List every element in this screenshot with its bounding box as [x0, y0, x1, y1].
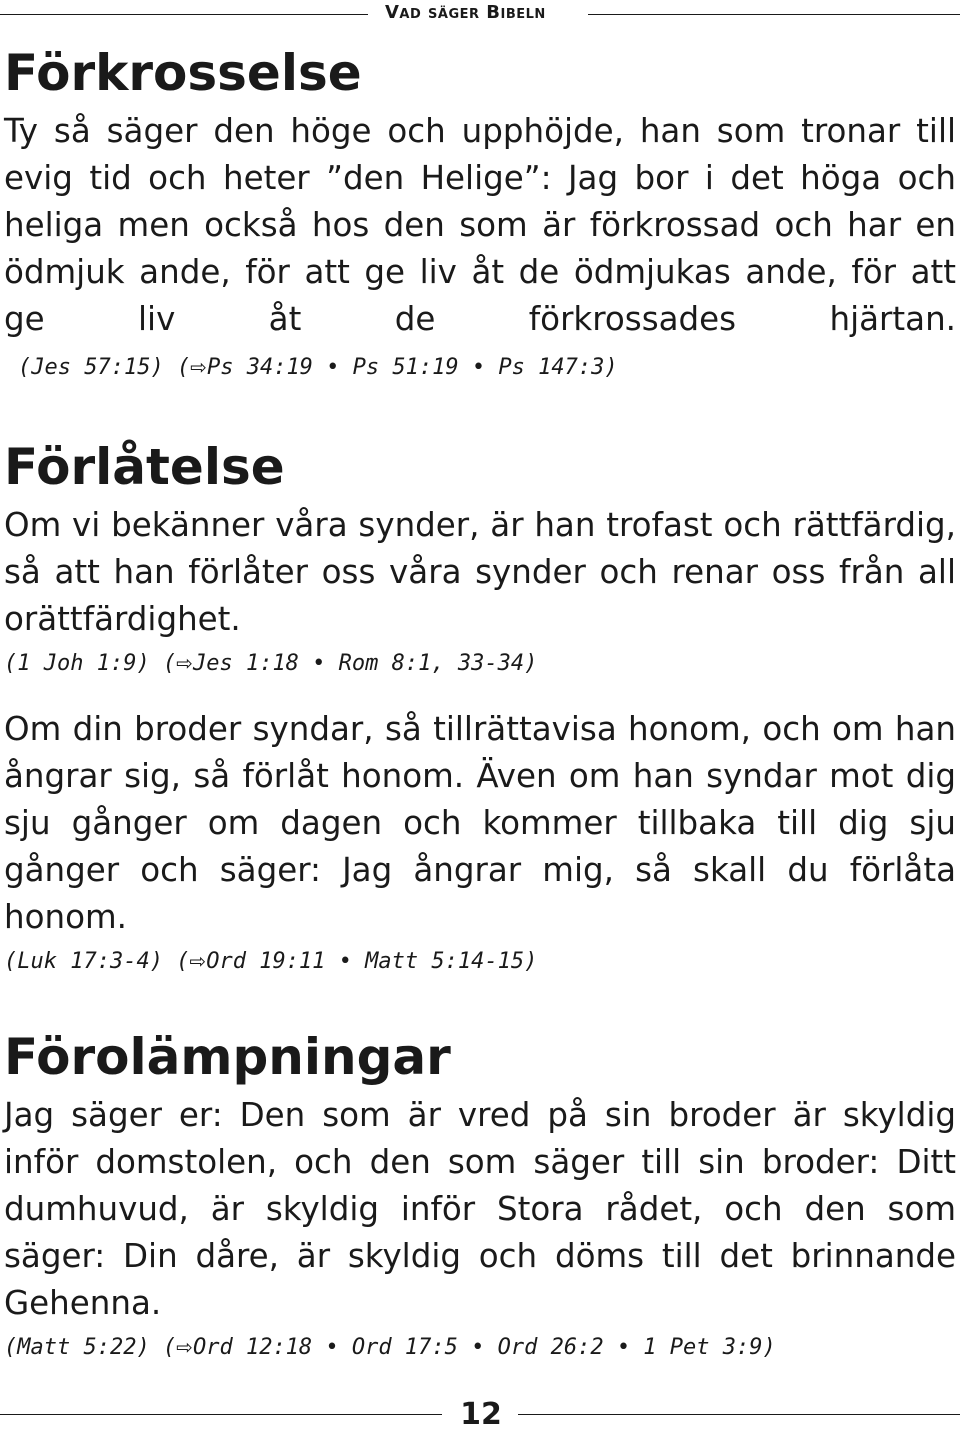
- arrow-right-outline-icon: ⇨: [190, 355, 207, 379]
- footer-rule-right: [518, 1414, 960, 1415]
- arrow-right-outline-icon: ⇨: [189, 949, 207, 973]
- verse-text: Om vi bekänner våra synder, är han trofast och rättfärdig, så att han förlåter oss våra synder och renar oss från all orättfärdighet.: [4, 506, 956, 638]
- reference-main: (Jes 57:15): [18, 355, 164, 380]
- reference-see-also: Ord 12:18 • Ord 17:5 • Ord 26:2 • 1 Pet 3:9): [192, 1335, 776, 1360]
- reference-see-also: Ps 34:19 • Ps 51:19 • Ps 147:3): [206, 355, 618, 380]
- arrow-right-outline-icon: ⇨: [176, 651, 193, 675]
- verse-reference: (1 Joh 1:9) (⇨Jes 1:18 • Rom 8:1, 33-34): [4, 645, 956, 682]
- running-header: [0, 0, 960, 30]
- verse-reference: (Matt 5:22) (⇨Ord 12:18 • Ord 17:5 • Ord 26:2 • 1 Pet 3:9): [4, 1329, 956, 1366]
- reference-main: (Matt 5:22): [4, 1335, 150, 1360]
- reference-see-also: Jes 1:18 • Rom 8:1, 33-34): [192, 651, 538, 676]
- page-number: 12: [460, 1397, 502, 1432]
- reference-see-also: Ord 19:11 • Matt 5:14-15): [206, 949, 538, 974]
- running-title: Vad säger Bibeln: [385, 2, 546, 23]
- verse-reference: (Jes 57:15) (⇨Ps 34:19 • Ps 51:19 • Ps 147:3): [18, 349, 618, 386]
- page-content: [4, 38, 956, 1366]
- header-rule-right: [588, 14, 960, 15]
- verse-body: Ty så säger den höge och upphöjde, han som tronar till evig tid och heter ”den Helige”: Jag bor i det höga och heliga men också hos den som är förkrossad och har en ödmjuk ande, för att ge liv åt de ödmjukas ande, för att ge liv åt de förkrossades hjärtan.: [4, 112, 956, 338]
- section-heading-forolampningar: Förolämpningar: [4, 1028, 451, 1086]
- verse-text: Om din broder syndar, så tillrättavisa honom, och om han ångrar sig, så förlåt honom. Även om han syndar mot dig sju gånger om dagen och kommer tillbaka till dig sju gånger och säger: Jag ångrar mig, så skall du förlåta honom.: [4, 710, 956, 936]
- section-heading-forlatelse: Förlåtelse: [4, 438, 285, 496]
- reference-main: (1 Joh 1:9): [4, 651, 150, 676]
- reference-main: (Luk 17:3-4): [4, 949, 163, 974]
- section-heading-forkrosselse: Förkrosselse: [4, 44, 362, 102]
- verse-reference: (Luk 17:3-4) (⇨Ord 19:11 • Matt 5:14-15): [4, 943, 956, 980]
- page-footer: [0, 1395, 960, 1435]
- header-rule-left: [0, 14, 368, 15]
- verse-text: Jag säger er: Den som är vred på sin broder är skyldig inför domstolen, och den som säger till sin broder: Ditt dumhuvud, är skyldig inför Stora rådet, och den som säger: Din dåre, är skyldig och döms till det brinnande Gehenna.: [4, 1096, 956, 1322]
- arrow-right-outline-icon: ⇨: [176, 1335, 193, 1359]
- footer-rule-left: [0, 1414, 442, 1415]
- verse-text: [4, 108, 956, 390]
